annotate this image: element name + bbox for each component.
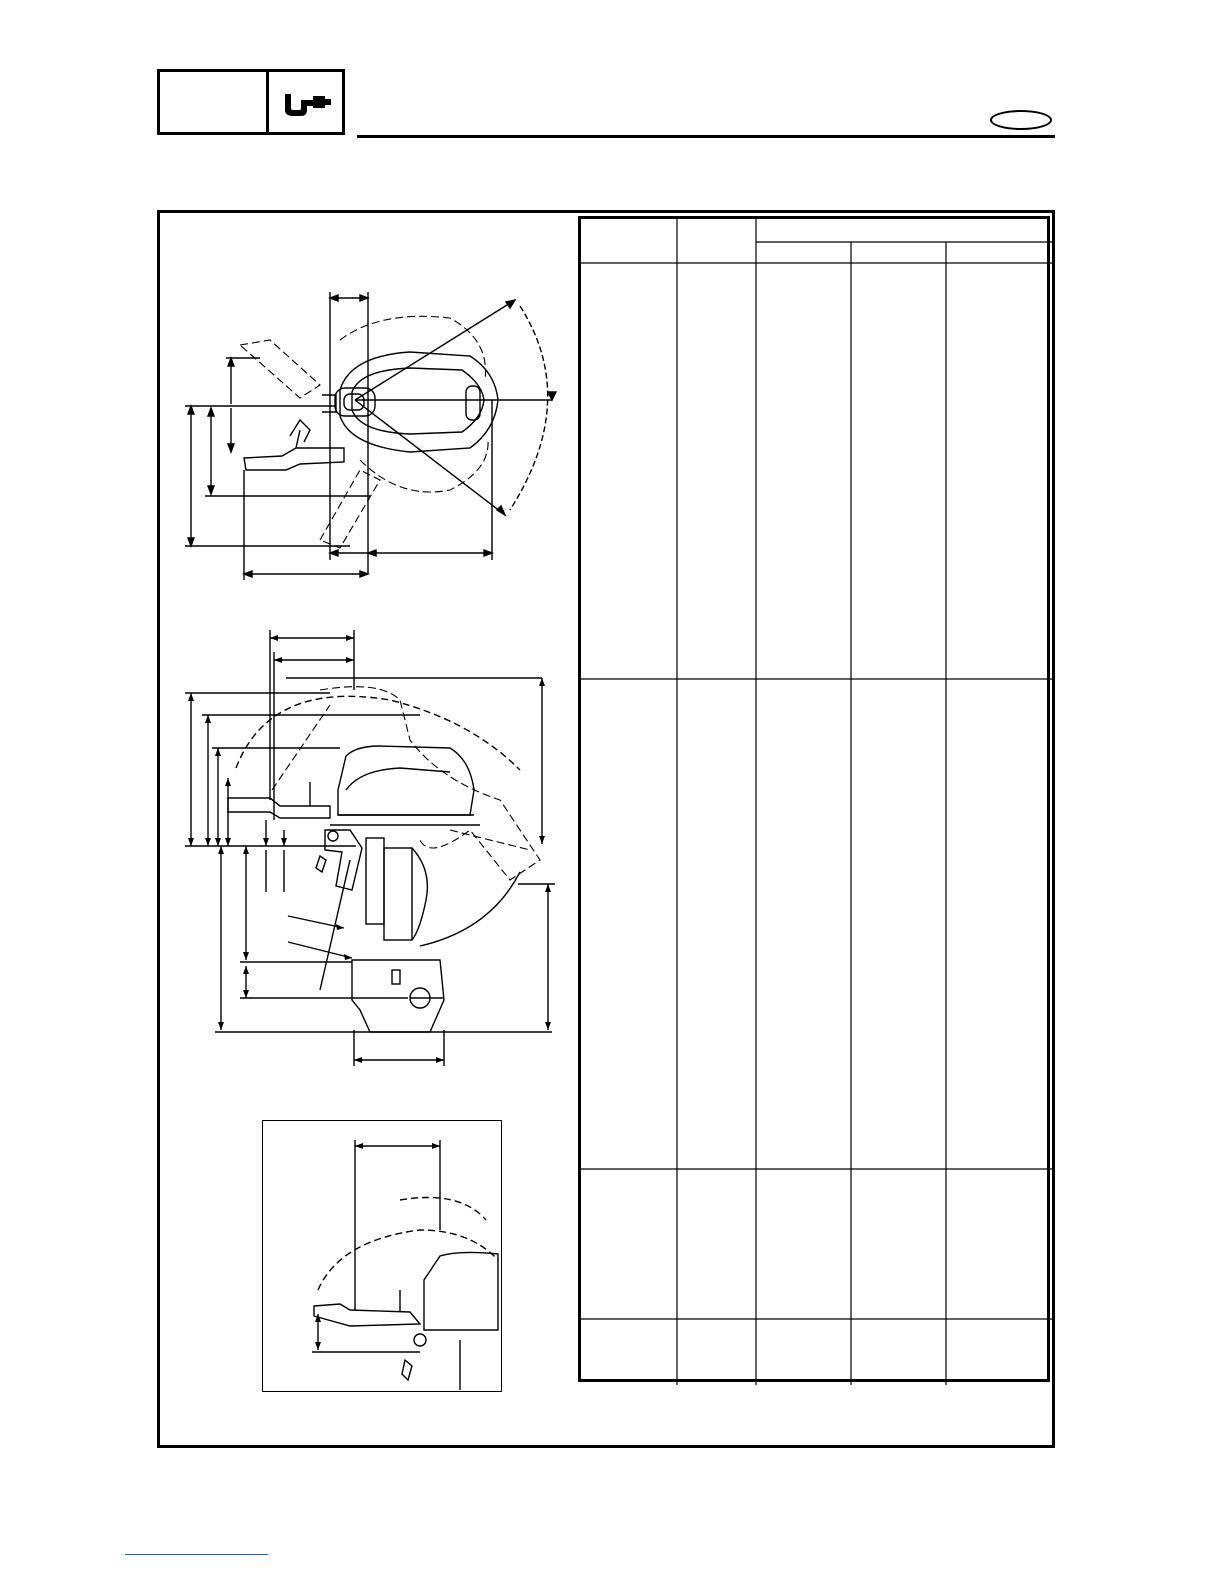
footer-link-underline[interactable] <box>125 1554 268 1555</box>
